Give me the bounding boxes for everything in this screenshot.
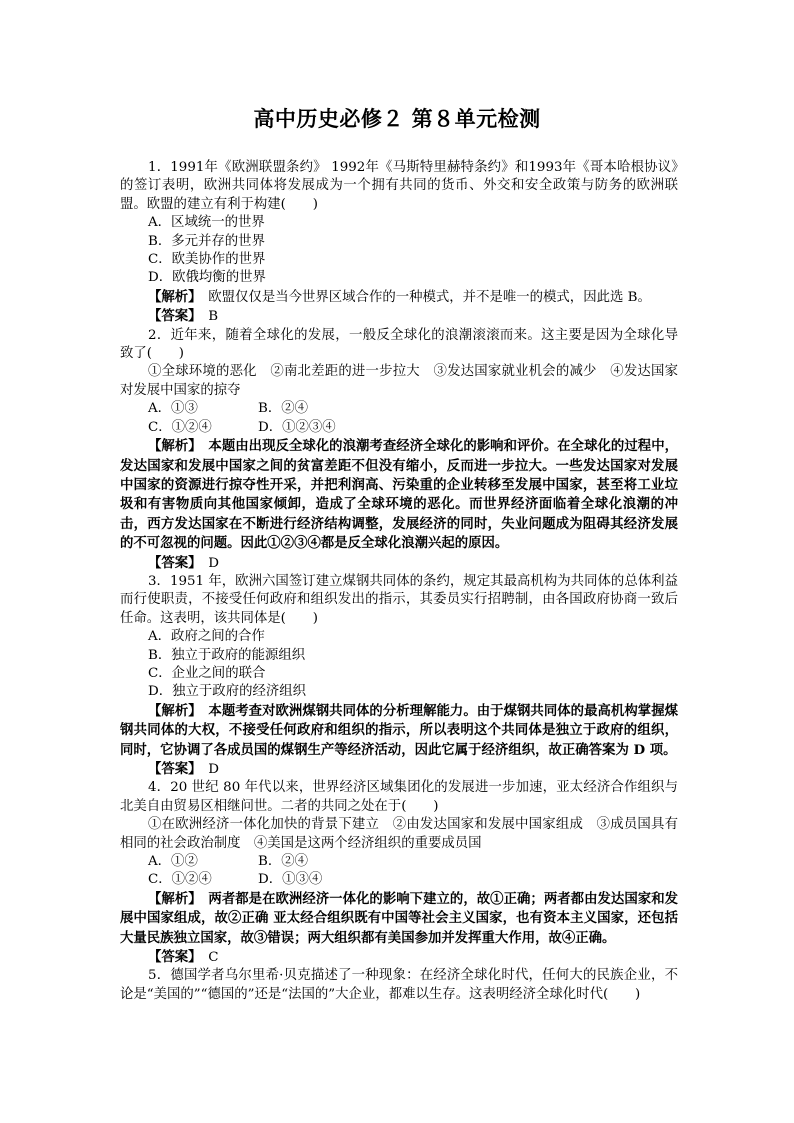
analysis-label: 【解析】 <box>148 288 195 305</box>
question-1-option-b: B．多元并存的世界 <box>148 233 265 249</box>
answer-label: 【答案】 <box>148 308 195 325</box>
question-4-option-a: A．①② <box>148 854 198 870</box>
question-3-option-d: D．独立于政府的经济组织 <box>148 684 307 700</box>
analysis-text: 欧盟仅仅是当今世界区域合作的一种模式，并不是唯一的模式，因此选 B。 <box>194 289 651 305</box>
question-1-option-a: A．区域统一的世界 <box>148 215 265 231</box>
question-3-analysis <box>120 702 678 760</box>
question-4-analysis <box>120 890 678 948</box>
question-5-stem: 5．德国学者乌尔里希·贝克描述了一种现象：在经济全球化时代，任何大的民族企业，不论是“美国的”“德国的”还是“法国的”大企业，都难以生存。这表明经济全球化时代( ) <box>120 968 678 1002</box>
analysis-text: 本题考查对欧洲煤钢共同体的分析理解能力。由于煤钢共同体的最高机构掌握煤钢共同体的大权，不接受任何政府和组织的指示，所以表明这个共同体是独立于政府的组织，同时，它协调了各成员国的煤钢生产等经济活动，因此它属于经济组织，故正确答案为 D 项。 <box>120 702 678 758</box>
question-2-option-b: B．②④ <box>258 401 309 417</box>
question-4-stem: 4．20 世纪 80 年代以来，世界经济区域集团化的发展进一步加速，亚太经济合作组织与北美自由贸易区相继问世。二者的共同之处在于( ) <box>120 780 678 814</box>
question-4-option-c: C．①②④ <box>148 872 212 888</box>
question-3-option-b: B．独立于政府的能源组织 <box>148 647 306 663</box>
analysis-label: 【解析】 <box>148 438 195 455</box>
analysis-text: 本题由出现反全球化的浪潮考查经济全球化的影响和评价。在全球化的过程中，发达国家和发展中国家之间的贫富差距不但没有缩小，反而进一步拉大。一些发达国家对发展中国家的资源进行掠夺性开采，并把利润高、污染重的企业转移至发展中国家，甚至将工业垃圾和有害物质向其他国家倾卸，造成了全球环境的恶化。而世界经济面临着全球化浪潮的冲击，西方发达国家在不断进行经济结构调整，发展经济的同时，失业问题成为阻碍其经济发展的不可忽视的问题。因此①②③④都是反全球化浪潮兴起的原因。 <box>120 438 678 552</box>
question-2-items: ①全球环境的恶化 ②南北差距的进一步拉大 ③发达国家就业机会的减少 ④发达国家对发展中国家的掠夺 <box>120 364 678 398</box>
question-2-stem: 2．近年来，随着全球化的发展，一般反全球化的浪潮滚滚而来。这主要是因为全球化导致了( ) <box>120 327 678 362</box>
question-1-option-c: C．欧美协作的世界 <box>148 252 266 268</box>
question-2-analysis <box>120 437 678 553</box>
question-4-options-row-1 <box>120 853 678 871</box>
answer-label: 【答案】 <box>148 949 195 966</box>
answer-label: 【答案】 <box>148 554 195 571</box>
answer-value: D <box>194 762 220 777</box>
question-4-options-row-2 <box>120 871 678 889</box>
question-2-options-row-1 <box>120 400 678 418</box>
answer-value: B <box>194 309 219 325</box>
document-body <box>120 159 678 1004</box>
analysis-label: 【解析】 <box>148 702 195 719</box>
answer-value: C <box>194 950 219 966</box>
analysis-text: 两者都是在欧洲经济一体化的影响下建立的，故①正确；两者都由发达国家和发展中国家组成，故②正确 亚太经合组织既有中国等社会主义国家，也有资本主义国家，还包括大量民族独立国家，故③错误；两大组织都有美国参加并发挥重大作用，故④正确。 <box>120 890 678 946</box>
question-1-stem: 1．1991年《欧洲联盟条约》 1992年《马斯特里赫特条约》和1993年《哥本哈根协议》的签订表明，欧洲共同体将发展成为一个拥有共同的货币、外交和安全政策与防务的欧洲联盟。欧盟的建立有利于构建( ) <box>120 160 678 212</box>
question-4-option-b: B．②④ <box>258 854 309 870</box>
question-2-option-c: C．①②④ <box>148 419 212 435</box>
question-2-options-row-2 <box>120 419 678 437</box>
analysis-label: 【解析】 <box>148 890 195 907</box>
question-2-option-d: D．①②③④ <box>258 419 336 435</box>
answer-value: D <box>194 555 220 571</box>
question-1-option-d: D．欧俄均衡的世界 <box>148 270 266 286</box>
question-4-answer <box>120 948 678 967</box>
question-3-option-a: A．政府之间的合作 <box>148 629 265 645</box>
question-1-answer <box>120 307 678 326</box>
question-2-answer <box>120 554 678 573</box>
question-2-option-a: A．①③ <box>148 401 198 417</box>
question-3-answer <box>120 760 678 779</box>
page-title: 高中历史必修２ 第８单元检测 <box>253 106 541 131</box>
question-3-option-c: C．企业之间的联合 <box>148 665 266 681</box>
question-3-stem: 3．1951 年，欧洲六国签订建立煤钢共同体的条约，规定其最高机构为共同体的总体利益而行使职责，不接受任何政府和组织发出的指示，其委员实行招聘制，由各国政府协商一致后任命。这表明，该共同体是( ) <box>120 573 678 626</box>
question-4-items: ①在欧洲经济一体化加快的背景下建立 ②由发达国家和发展中国家组成 ③成员国具有相同的社会政治制度 ④美国是这两个经济组织的重要成员国 <box>120 817 678 851</box>
question-4-option-d: D．①③④ <box>258 872 323 888</box>
answer-label: 【答案】 <box>148 761 195 777</box>
question-1-analysis <box>120 288 678 307</box>
